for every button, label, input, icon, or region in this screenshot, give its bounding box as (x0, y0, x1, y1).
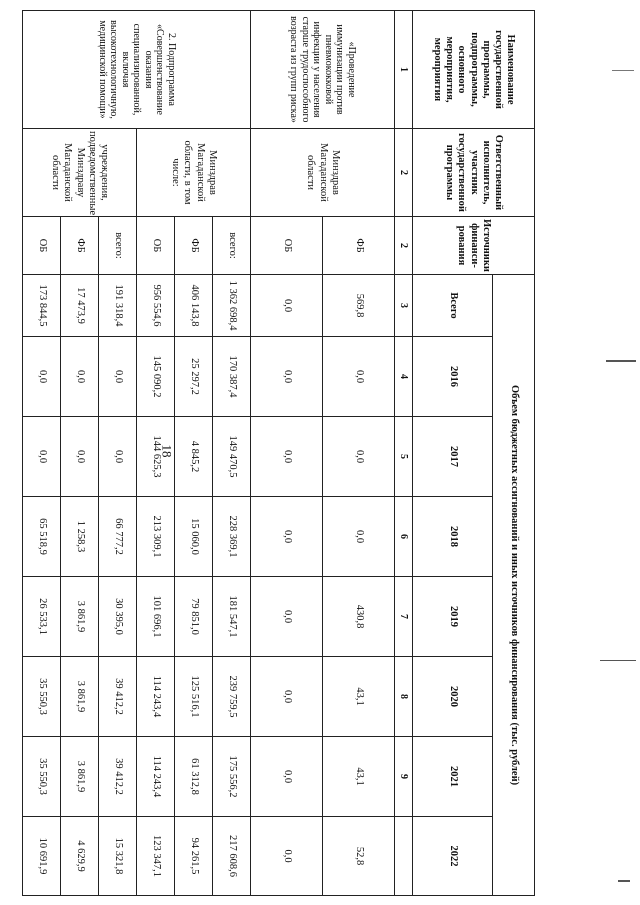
header-year: 2020 (413, 657, 493, 737)
value: 4 845,2 (175, 417, 213, 497)
value: 0,0 (323, 417, 395, 497)
value: 114 243,4 (137, 737, 175, 817)
value: 3 861,9 (61, 657, 99, 737)
value: 0,0 (251, 737, 323, 817)
value: 26 533,1 (23, 577, 61, 657)
program-name: «Проведение иммунизации против пневмококковой инфекции у населения старше трудоспособного возраста из групп риска» (251, 11, 395, 129)
executor: Минздрав Магаданской области (251, 129, 395, 217)
source: всего: (213, 217, 251, 275)
source: всего: (99, 217, 137, 275)
value: 35 550,3 (23, 737, 61, 817)
total: 0,0 (251, 275, 323, 337)
value: 52,8 (323, 817, 395, 896)
value: 15 321,8 (99, 817, 137, 896)
value: 65 518,9 (23, 497, 61, 577)
budget-table (22, 10, 535, 896)
table-row (99, 11, 137, 896)
index-cell: 1 (395, 11, 413, 129)
index-cell: 5 (395, 417, 413, 497)
value: 0,0 (99, 417, 137, 497)
header-source: Источники финанси-рования (413, 217, 535, 275)
value: 123 347,1 (137, 817, 175, 896)
value: 239 759,5 (213, 657, 251, 737)
source: ОБ (137, 217, 175, 275)
index-cell (395, 817, 413, 896)
value: 25 297,2 (175, 337, 213, 417)
header-year: 2021 (413, 737, 493, 817)
value: 0,0 (251, 577, 323, 657)
value: 0,0 (251, 817, 323, 896)
rotated-table-container (36, 10, 535, 895)
index-cell: 2 (395, 217, 413, 275)
index-cell: 2 (395, 129, 413, 217)
value: 0,0 (23, 417, 61, 497)
value: 4 629,9 (61, 817, 99, 896)
value: 170 387,4 (213, 337, 251, 417)
value: 1 258,3 (61, 497, 99, 577)
index-cell: 9 (395, 737, 413, 817)
total: 17 473,9 (61, 275, 99, 337)
index-row (395, 11, 413, 896)
value: 0,0 (61, 337, 99, 417)
total: 191 318,4 (99, 275, 137, 337)
value: 0,0 (23, 337, 61, 417)
value: 0,0 (323, 497, 395, 577)
program-name: 2. Подпрограмма «Совершенствование оказания специализированной, включая высокотехнологичную, медицинской помощи» (23, 11, 251, 129)
total: 956 554,6 (137, 275, 175, 337)
index-cell: 8 (395, 657, 413, 737)
value: 66 777,2 (99, 497, 137, 577)
table-row (323, 11, 395, 896)
value: 30 395,0 (99, 577, 137, 657)
value: 213 309,1 (137, 497, 175, 577)
header-year: 2022 (413, 817, 493, 896)
value: 0,0 (251, 497, 323, 577)
value: 0,0 (251, 337, 323, 417)
total: 406 143,8 (175, 275, 213, 337)
value: 0,0 (99, 337, 137, 417)
page-number: 18 (159, 444, 175, 458)
value: 3 861,9 (61, 737, 99, 817)
value: 39 412,2 (99, 737, 137, 817)
scan-artifact (600, 660, 636, 661)
total: 173 844,5 (23, 275, 61, 337)
value: 217 608,6 (213, 817, 251, 896)
header-year: 2019 (413, 577, 493, 657)
value: 430,8 (323, 577, 395, 657)
executor: учреждения, подведомственные Минздраву Магаданской области (23, 129, 137, 217)
scan-artifact (612, 70, 634, 71)
value: 79 851,0 (175, 577, 213, 657)
value: 3 861,9 (61, 577, 99, 657)
scan-artifact (618, 880, 630, 882)
value: 0,0 (251, 417, 323, 497)
value: 15 060,0 (175, 497, 213, 577)
total: 569,8 (323, 275, 395, 337)
value: 61 312,8 (175, 737, 213, 817)
value: 228 369,1 (213, 497, 251, 577)
value: 149 470,5 (213, 417, 251, 497)
scan-artifact (606, 360, 636, 362)
value: 101 696,1 (137, 577, 175, 657)
header-name: Наименование государственной программы, подпрограммы, основного мероприятия, мероприятия (413, 11, 535, 129)
value: 145 090,2 (137, 337, 175, 417)
value: 94 261,5 (175, 817, 213, 896)
total: 1 362 698,4 (213, 275, 251, 337)
value: 35 550,3 (23, 657, 61, 737)
header-year: 2017 (413, 417, 493, 497)
executor: Минздрав Магаданской области, в том числе: (137, 129, 251, 217)
table-row (213, 11, 251, 896)
header-year: 2016 (413, 337, 493, 417)
source: ФБ (61, 217, 99, 275)
value: 0,0 (61, 417, 99, 497)
value: 175 556,2 (213, 737, 251, 817)
value: 43,1 (323, 657, 395, 737)
value: 114 243,4 (137, 657, 175, 737)
value: 181 547,1 (213, 577, 251, 657)
header-budget-group: Объем бюджетных ассигнований и иных источников финансирования (тыс. рублей) (493, 275, 535, 896)
index-cell: 7 (395, 577, 413, 657)
value: 39 412,2 (99, 657, 137, 737)
header-total: Всего (413, 275, 493, 337)
index-cell: 6 (395, 497, 413, 577)
value: 144 625,3 (137, 417, 175, 497)
source: ФБ (175, 217, 213, 275)
index-cell: 4 (395, 337, 413, 417)
value: 125 516,1 (175, 657, 213, 737)
value: 10 691,9 (23, 817, 61, 896)
source: ОБ (251, 217, 323, 275)
source: ОБ (23, 217, 61, 275)
value: 43,1 (323, 737, 395, 817)
value: 0,0 (323, 337, 395, 417)
header-year: 2018 (413, 497, 493, 577)
index-cell: 3 (395, 275, 413, 337)
source: ФБ (323, 217, 395, 275)
value: 0,0 (251, 657, 323, 737)
header-executor: Ответственный исполнитель, участник государственной программы (413, 129, 535, 217)
